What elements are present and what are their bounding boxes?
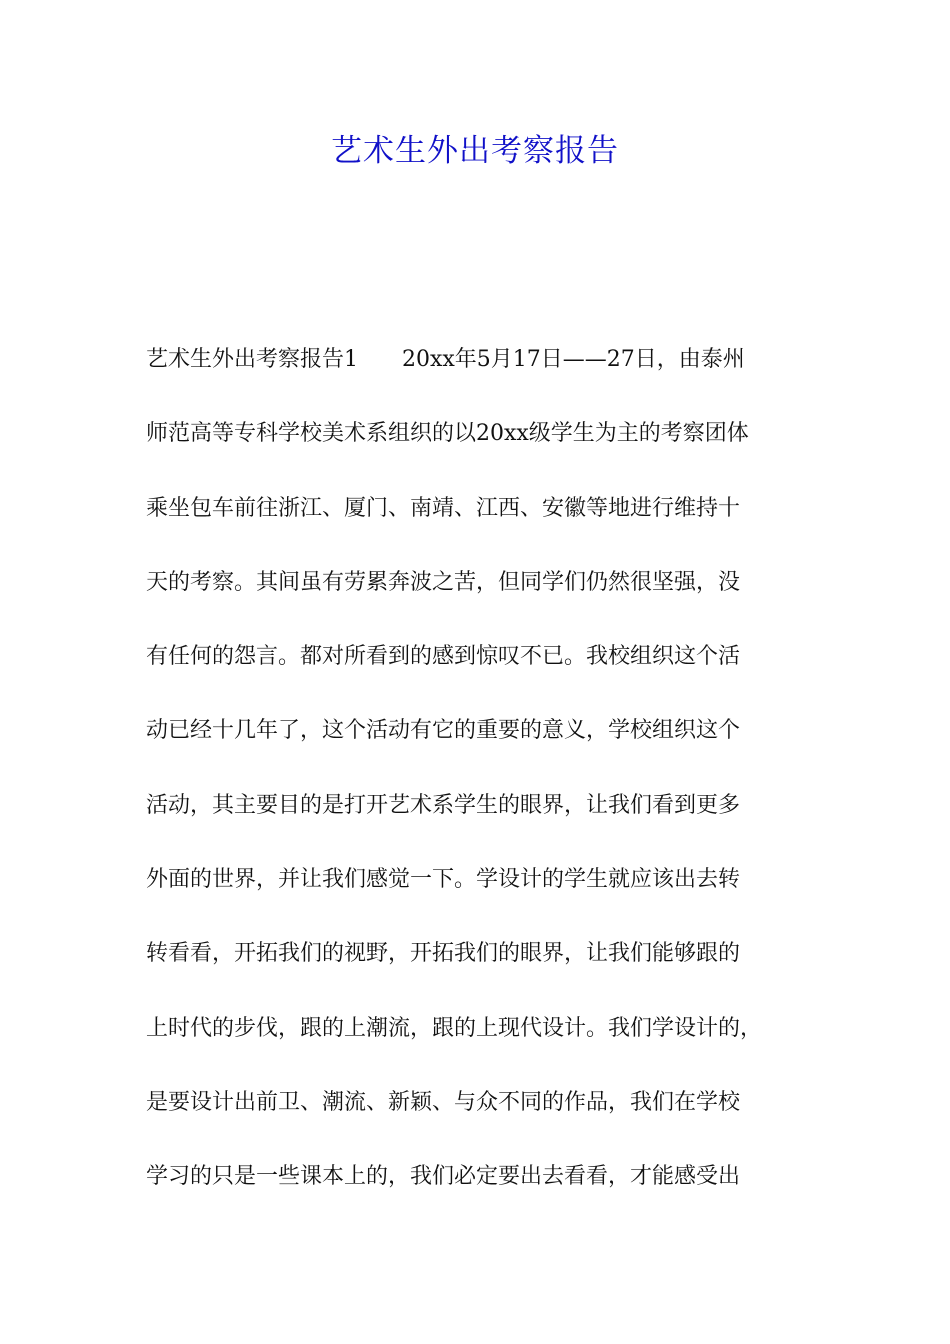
- body-line: 外面的世界，并让我们感觉一下。学设计的学生就应该出去转: [146, 867, 741, 893]
- body-line: 活动，其主要目的是打开艺术系学生的眼界，让我们看到更多: [146, 792, 741, 818]
- body-line: 乘坐包车前往浙江、厦门、南靖、江西、安徽等地进行维持十: [146, 495, 741, 521]
- body-line: 上时代的步伐，跟的上潮流，跟的上现代设计。我们学设计的，: [146, 1015, 763, 1041]
- body-line: 是要设计出前卫、潮流、新颖、与众不同的作品，我们在学校: [146, 1089, 741, 1115]
- document-title: 艺术生外出考察报告: [331, 133, 619, 169]
- body-line: 转看看，开拓我们的视野，开拓我们的眼界，让我们能够跟的: [146, 941, 741, 967]
- body-line: 师范高等专科学校美术系组织的以20xx级学生为主的考察团体: [146, 421, 749, 447]
- document-body: [146, 336, 826, 1228]
- body-line: 学习的只是一些课本上的，我们必定要出去看看，才能感受出: [146, 1164, 741, 1190]
- body-line: 动已经十几年了，这个活动有它的重要的意义，学校组织这个: [146, 718, 741, 744]
- body-line: 艺术生外出考察报告1 20xx年5月17日——27日，由泰州: [146, 347, 745, 372]
- body-line: 天的考察。其间虽有劳累奔波之苦，但同学们仍然很坚强，没: [146, 569, 741, 595]
- body-line: 有任何的怨言。都对所看到的感到惊叹不已。我校组织这个活: [146, 644, 741, 670]
